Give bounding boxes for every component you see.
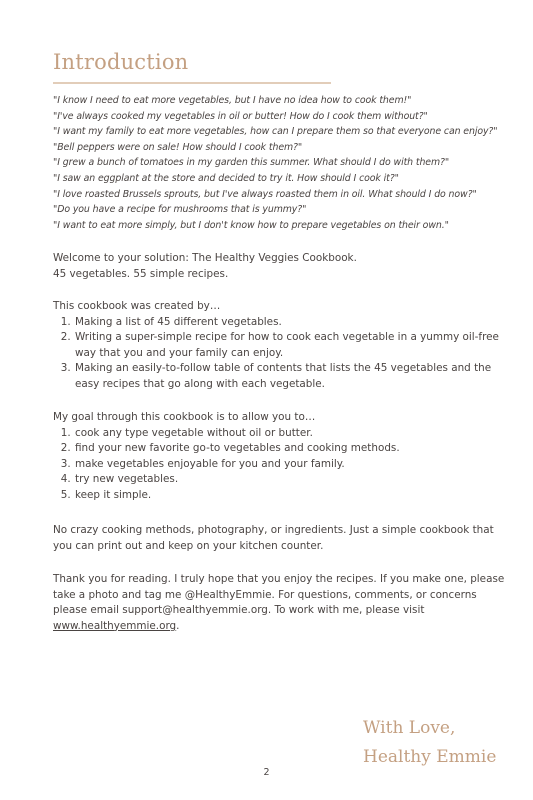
quote-item: "I want my family to eat more vegetables, how can I prepare them so that everyone can enjoy?"	[53, 126, 498, 138]
created-by-section	[53, 299, 513, 393]
list-item: 1. Making a list of 45 different vegetables.	[74, 315, 513, 331]
page-number: 2	[263, 767, 270, 778]
quote-item: "I saw an eggplant at the store and decided to try it. How should I cook it?"	[53, 172, 399, 184]
signoff-line: With Love,	[363, 718, 456, 738]
list-item: 5. keep it simple.	[74, 488, 513, 504]
quote-item: "I want to eat more simply, but I don't know how to prepare vegetables on their own."	[53, 219, 449, 231]
list-item: 2. find your new favorite go-to vegetables and cooking methods.	[74, 441, 513, 457]
list-item: 2. Writing a super-simple recipe for how to cook each vegetable in a yummy oil-free way that you and your family can enjoy.	[74, 330, 513, 361]
goal-intro: My goal through this cookbook is to allow you to…	[53, 411, 316, 423]
title-divider	[53, 82, 331, 84]
created-by-list	[53, 315, 513, 393]
list-item: 3. Making an easily-to-follow table of contents that lists the 45 vegetables and the easy recipes that go along with each vegetable.	[74, 361, 513, 392]
quote-item: "I know I need to eat more vegetables, but I have no idea how to cook them!"	[53, 95, 412, 106]
welcome-section	[53, 251, 513, 282]
paragraph-text	[53, 572, 513, 634]
quote-item: "I grew a bunch of tomatoes in my garden this summer. What should I do with them?"	[53, 157, 450, 169]
page-title: Introduction	[53, 50, 189, 74]
signoff	[363, 714, 496, 772]
paragraph-text: No crazy cooking methods, photography, or ingredients. Just a simple cookbook that you can print out and keep on your kitchen counter.	[53, 524, 494, 552]
goal-list	[53, 426, 513, 504]
website-link[interactable]: www.healthyemmie.org	[53, 619, 177, 632]
quote-item: "I've always cooked my vegetables in oil or butter! How do I cook them without?"	[53, 110, 428, 122]
quote-item: "Do you have a recipe for mushrooms that is yummy?"	[53, 204, 307, 216]
list-item: 4. try new vegetables.	[74, 472, 513, 488]
list-item: 1. cook any type vegetable without oil or butter.	[74, 426, 513, 442]
goal-section	[53, 410, 513, 504]
thanks-period: .	[176, 619, 180, 632]
thanks-text: Thank you for reading. I truly hope that you enjoy the recipes. If you make one, please take a photo and tag me @HealthyEmmie. For questions, comments, or concerns please email support@healthyemmie.org. To work with me, please visit	[53, 573, 505, 617]
signoff-name: Healthy Emmie	[363, 747, 497, 767]
quote-item: "Bell peppers were on sale! How should I cook them?"	[53, 141, 303, 153]
welcome-line: Welcome to your solution: The Healthy Veggies Cookbook.	[53, 252, 357, 264]
welcome-stats: 45 vegetables. 55 simple recipes.	[53, 267, 229, 280]
quote-list	[53, 93, 513, 233]
simple-cookbook-paragraph	[53, 523, 513, 554]
thanks-paragraph	[53, 572, 513, 634]
quote-item: "I love roasted Brussels sprouts, but I've always roasted them in oil. What should I do now?"	[53, 188, 477, 200]
created-by-intro: This cookbook was created by…	[53, 300, 221, 312]
list-item: 3. make vegetables enjoyable for you and your family.	[74, 457, 513, 473]
